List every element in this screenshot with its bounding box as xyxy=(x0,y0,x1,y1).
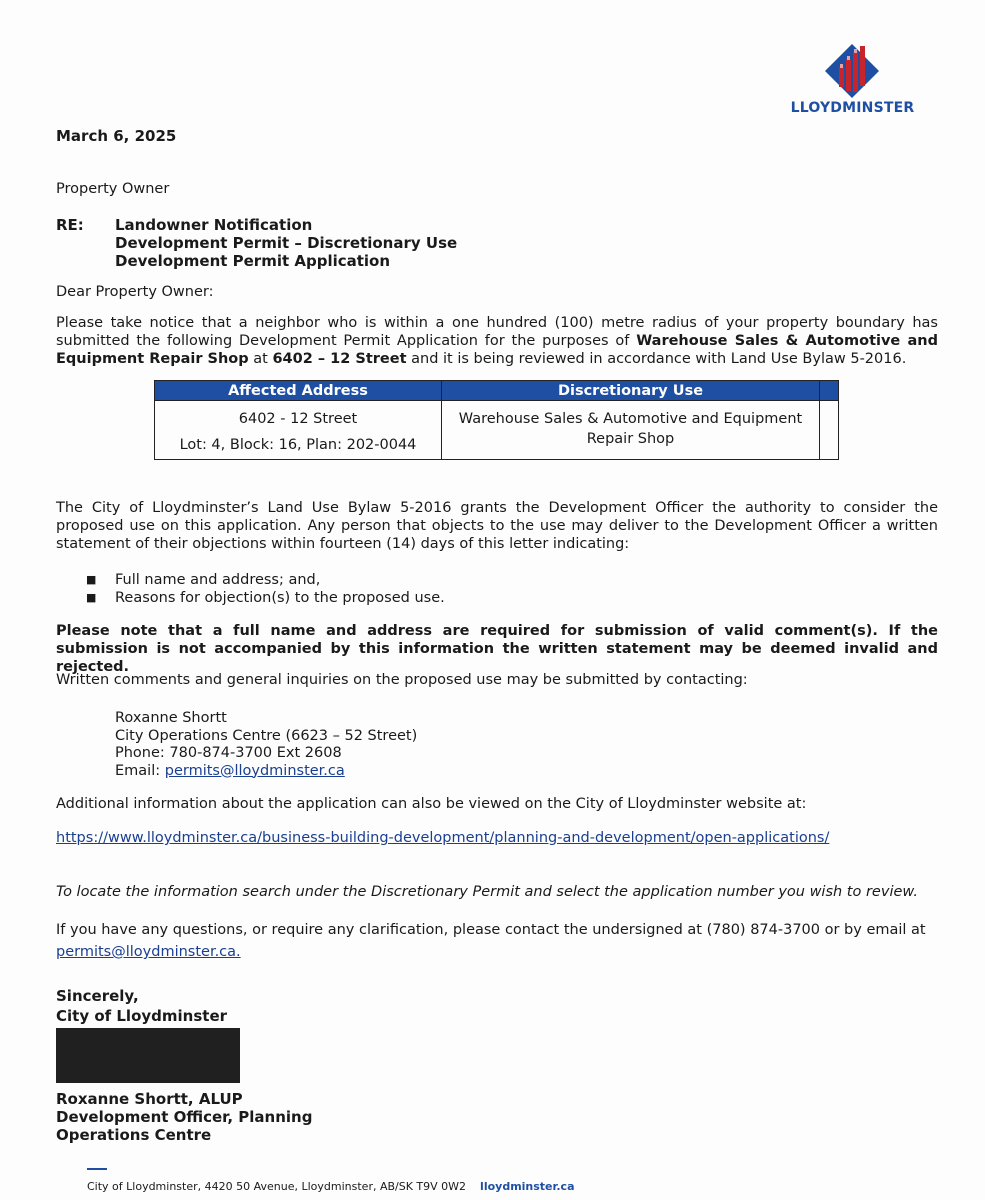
list-item: ■ Full name and address; and, xyxy=(86,572,321,588)
signer-name: Roxanne Shortt, ALUP xyxy=(56,1090,243,1108)
proposed-use: Warehouse Sales & Automotive and Equipment Repair Shop xyxy=(56,333,938,367)
cell-extra xyxy=(820,401,839,460)
logo-wordmark: LLOYDMINSTER xyxy=(790,100,915,116)
application-table xyxy=(154,380,839,460)
proposed-address: 6402 – 12 Street xyxy=(272,351,407,367)
contact-block xyxy=(115,710,417,780)
signature-block xyxy=(56,1090,312,1144)
authority-paragraph: The City of Lloydminster’s Land Use Bylaw 5-2016 grants the Development Officer the authority to consider the proposed use on this application. Any person that objects to the use may deliver to the Development Officer a written statement of their objections within fourteen (14) days of this letter indicating: xyxy=(56,500,938,552)
signer-title: Development Officer, Planning xyxy=(56,1108,313,1126)
header-extra xyxy=(820,381,839,401)
header-affected-address: Affected Address xyxy=(155,381,442,401)
cell-address xyxy=(155,401,442,460)
contact-email-row: Email: permits@lloydminster.ca xyxy=(115,762,345,779)
city-logo xyxy=(790,42,915,122)
legal-description: Lot: 4, Block: 16, Plan: 202-0044 xyxy=(179,437,417,453)
table-header-row xyxy=(155,381,839,401)
address-line: 6402 - 12 Street xyxy=(238,411,358,427)
contact-name: Roxanne Shortt xyxy=(115,710,227,726)
questions-email-link[interactable]: permits@lloydminster.ca. xyxy=(56,944,241,960)
closing: Sincerely, City of Lloydminster xyxy=(56,987,228,1025)
recipient: Property Owner xyxy=(56,181,170,197)
requirements-list xyxy=(86,571,445,607)
letter-date: March 6, 2025 xyxy=(56,127,177,145)
comments-paragraph: Written comments and general inquiries on the proposed use may be submitted by contacting: xyxy=(56,672,748,688)
bullet-icon: ■ xyxy=(86,591,97,604)
table-row xyxy=(155,401,839,460)
validity-notice: Please note that a full name and address are required for submission of valid comment(s). If the submission is not accompanied by this information the written statement may be deemed invalid and rejected. xyxy=(56,623,938,675)
contact-office: City Operations Centre (6623 – 52 Street) xyxy=(115,727,418,744)
re-label: RE: xyxy=(56,216,84,234)
footer-divider xyxy=(87,1168,107,1170)
re-subject xyxy=(115,216,457,270)
search-instructions: To locate the information search under the Discretionary Permit and select the application number you wish to review. xyxy=(56,884,918,900)
use-description: Warehouse Sales & Automotive and Equipment Repair Shop xyxy=(458,411,803,447)
redacted-signature xyxy=(56,1028,240,1083)
re-line: Landowner Notification xyxy=(115,216,313,234)
website-paragraph: Additional information about the application can also be viewed on the City of Lloydminster website at: xyxy=(56,796,807,812)
header-discretionary-use: Discretionary Use xyxy=(442,381,820,401)
cell-use xyxy=(442,401,820,460)
list-item: ■ Reasons for objection(s) to the proposed use. xyxy=(86,590,445,606)
notice-paragraph: Please take notice that a neighbor who is within a one hundred (100) metre radius of your property boundary has submitted the following Development Permit Application for the purposes of Warehouse Sales & Automotive and Equipment Repair Shop at 6402 – 12 Street and it is being reviewed in accordance with Land Use Bylaw 5-2016. xyxy=(56,315,938,367)
lloydminster-diamond-icon xyxy=(822,42,882,100)
footer xyxy=(87,1180,575,1193)
re-line: Development Permit – Discretionary Use xyxy=(115,234,458,252)
questions-paragraph: If you have any questions, or require any clarification, please contact the undersigned at (780) 874-3700 or by email at permits@lloydminster.ca. xyxy=(56,922,926,960)
signer-office: Operations Centre xyxy=(56,1126,212,1144)
footer-address: City of Lloydminster, 4420 50 Avenue, Lloydminster, AB/SK T9V 0W2 xyxy=(87,1180,467,1193)
salutation: Dear Property Owner: xyxy=(56,284,214,300)
open-applications-link[interactable]: https://www.lloydminster.ca/business-building-development/planning-and-development/open-applications/ xyxy=(56,830,830,846)
contact-email-link[interactable]: permits@lloydminster.ca xyxy=(164,762,345,779)
bullet-icon: ■ xyxy=(86,573,97,586)
contact-phone: Phone: 780-874-3700 Ext 2608 xyxy=(115,745,342,761)
re-line: Development Permit Application xyxy=(115,252,391,270)
footer-website-link[interactable]: lloydminster.ca xyxy=(480,1180,575,1193)
